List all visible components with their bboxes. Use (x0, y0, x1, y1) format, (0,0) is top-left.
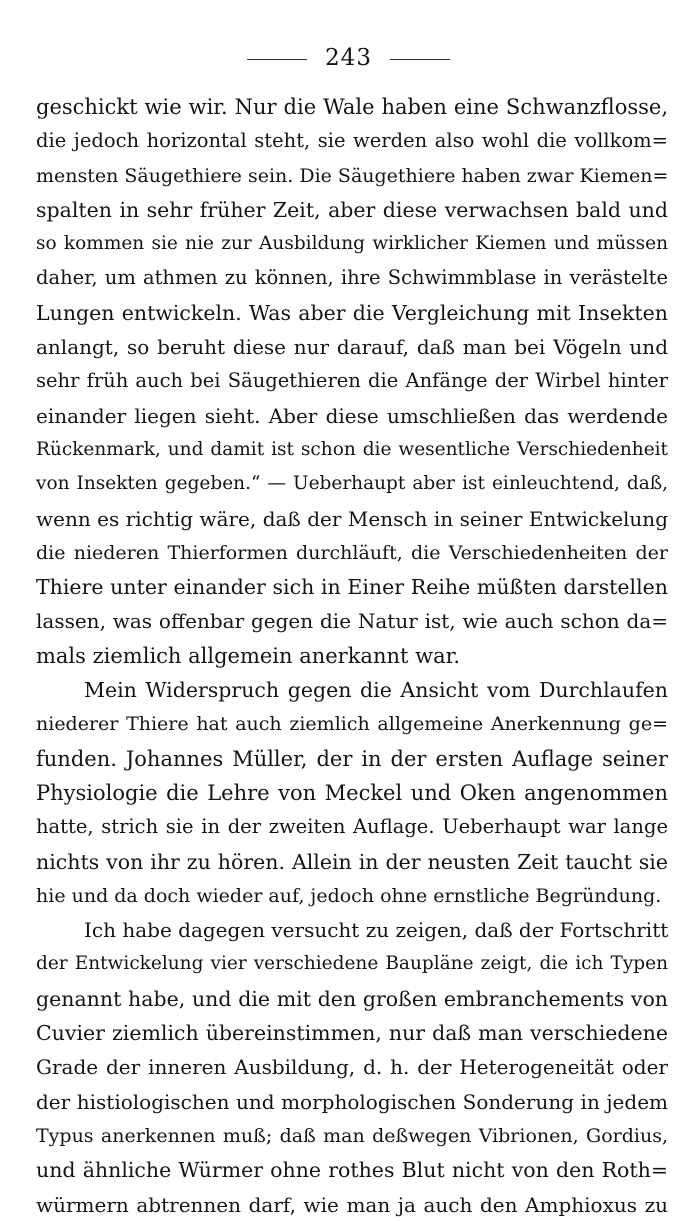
text-line: einander liegen sieht. Aber diese umschließen das werdende (36, 403, 668, 428)
text-line: Ich habe dagegen versucht zu zeigen, daß der Fortschritt (84, 918, 668, 943)
text-line: die niederen Thierformen durchläuft, die Verschiedenheiten der (36, 541, 668, 564)
text-line: genannt habe, und die mit den großen embranchements von (36, 986, 668, 1011)
text-line: Rückenmark, und damit ist schon die wesentliche Verschiedenheit (36, 438, 668, 460)
text-line: Lungen entwickeln. Was aber die Vergleichung mit Insekten (36, 300, 668, 325)
text-line: Thiere unter einander sich in Einer Reihe müßten darstellen (36, 575, 668, 600)
text-line: Mein Widerspruch gegen die Ansicht vom Durchlaufen (84, 678, 668, 703)
text-line: die jedoch horizontal steht, sie werden also wohl die vollkom= (36, 129, 668, 153)
text-line: lassen, was offenbar gegen die Natur ist, wie auch schon da= (36, 609, 668, 634)
text-line: nichts von ihr zu hören. Allein in der neusten Zeit taucht sie (36, 849, 668, 874)
text-line: anlangt, so beruht diese nur darauf, daß man bei Vögeln und (36, 335, 668, 360)
text-line: spalten in sehr früher Zeit, aber diese verwachsen bald und (36, 197, 668, 222)
text-line: der histiologischen und morphologischen Sonderung in jedem (36, 1089, 668, 1114)
text-line: niederer Thiere hat auch ziemlich allgemeine Anerkennung ge= (36, 713, 668, 736)
text-line: hatte, strich sie in der zweiten Auflage. Ueberhaupt war lange (36, 815, 668, 839)
text-line: sehr früh auch bei Säugethieren die Anfänge der Wirbel hinter (36, 369, 668, 393)
text-line: Physiologie die Lehre von Meckel und Oken angenommen (36, 780, 668, 805)
paragraph (36, 673, 668, 913)
text-line: Typus anerkennen muß; daß man deßwegen Vibrionen, Gordius, (36, 1124, 668, 1147)
header-rule-left (247, 59, 307, 60)
text-line: der Entwickelung vier verschiedene Baupläne zeigt, die ich Typen (36, 953, 668, 975)
page-header (0, 40, 697, 76)
text-line: hie und da doch wieder auf, jedoch ohne ernstliche Begründung. (36, 884, 662, 907)
paragraph (36, 913, 668, 1222)
text-line: wenn es richtig wäre, daß der Mensch in seiner Entwickelung (36, 506, 668, 531)
text-line: so kommen sie nie zur Ausbildung wirklicher Kiemen und müssen (36, 233, 668, 255)
text-line: funden. Johannes Müller, der in der ersten Auflage seiner (36, 746, 668, 771)
text-line: mals ziemlich allgemein anerkannt war. (36, 643, 461, 668)
text-line: und ähnliche Würmer ohne rothes Blut nicht von den Roth= (36, 1158, 668, 1183)
text-line: daher, um athmen zu können, ihre Schwimmblase in verästelte (36, 266, 668, 290)
text-line: Grade der inneren Ausbildung, d. h. der Heterogeneität oder (36, 1055, 668, 1080)
body-text (36, 90, 668, 1222)
page-number: 243 (325, 45, 372, 71)
text-line: geschickt wie wir. Nur die Wale haben eine Schwanzflosse, (36, 95, 668, 119)
text-line: Cuvier ziemlich übereinstimmen, nur daß man verschiedene (36, 1021, 668, 1046)
header-rule-right (390, 59, 450, 60)
text-line: mensten Säugethiere sein. Die Säugethiere haben zwar Kiemen= (36, 164, 668, 187)
text-line: würmern abtrennen darf, wie man ja auch den Amphioxus zu (36, 1192, 668, 1217)
paragraph (36, 90, 668, 673)
text-line: von Insekten gegeben.“ — Ueberhaupt aber ist einleuchtend, daß, (36, 473, 668, 495)
